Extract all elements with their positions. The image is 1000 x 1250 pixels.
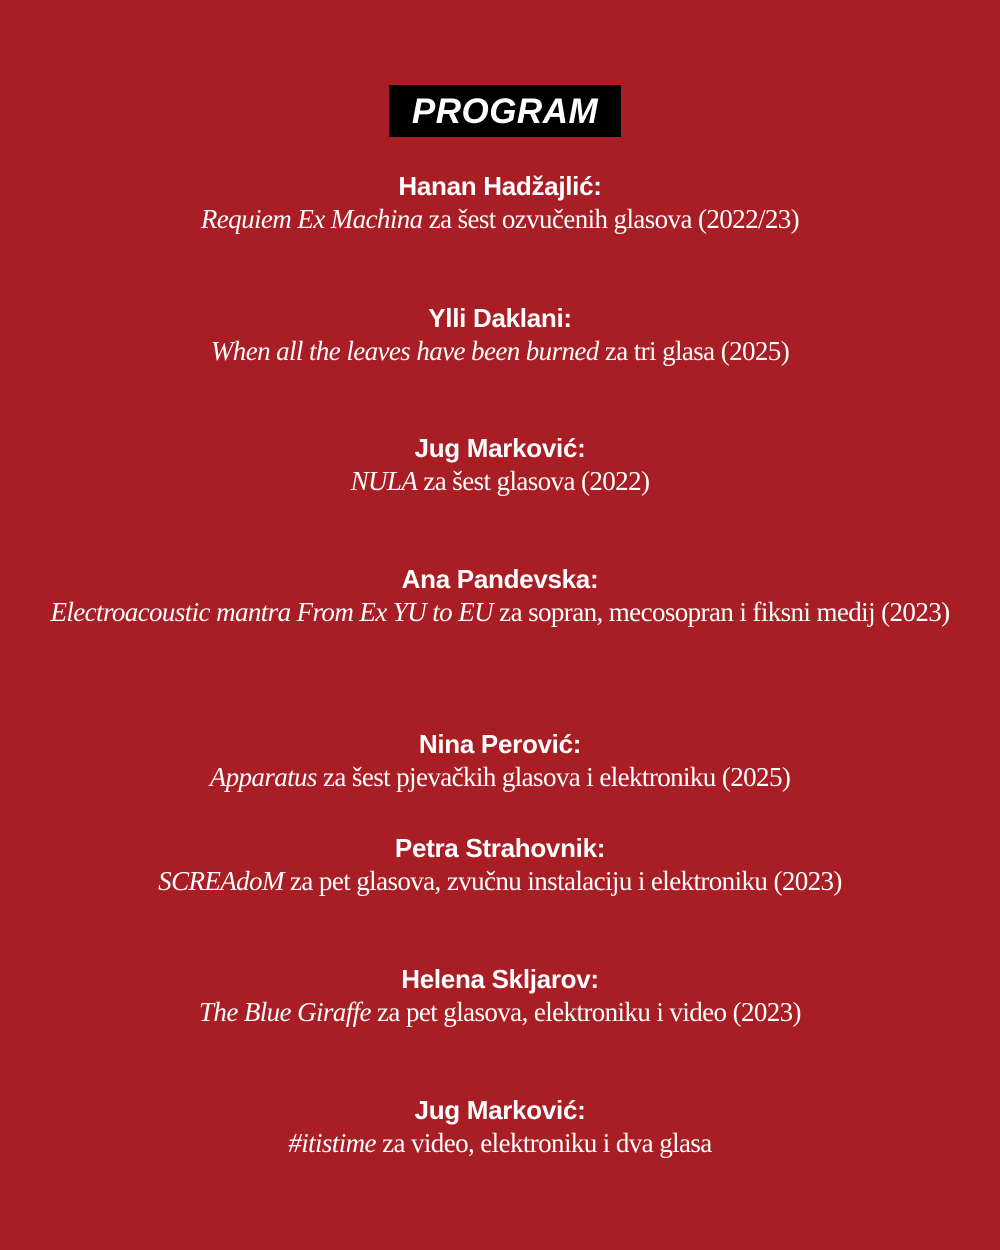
composer-name: Nina Perović: <box>418 729 582 759</box>
work-details: za šest ozvučenih glasova (2022/23) <box>422 204 800 234</box>
work-details: za pet glasova, elektroniku i video (2023) <box>370 997 801 1027</box>
program-title: PROGRAM <box>411 91 599 131</box>
program-entry <box>40 170 960 236</box>
composer-name: Hanan Hadžajlić: <box>398 171 602 201</box>
program-entry <box>40 832 960 898</box>
work-title: SCREAdoM <box>158 866 284 896</box>
work-title: The Blue Giraffe <box>199 997 371 1027</box>
composer-name: Jug Marković: <box>414 1095 586 1125</box>
work-title: Apparatus <box>209 762 317 792</box>
work-line <box>40 464 960 498</box>
work-line <box>40 595 960 629</box>
work-details: za sopran, mecosopran i fiksni medij (2023) <box>493 597 950 627</box>
work-title: NULA <box>350 466 418 496</box>
work-details: za pet glasova, zvučnu instalaciju i elektroniku (2023) <box>283 866 842 896</box>
composer-name: Helena Skljarov: <box>401 964 599 994</box>
work-line <box>40 995 960 1029</box>
composer-name: Ylli Daklani: <box>428 303 572 333</box>
work-line <box>40 760 960 794</box>
program-entry <box>40 728 960 794</box>
program-entry <box>40 563 960 629</box>
work-details: za šest glasova (2022) <box>417 466 650 496</box>
work-line <box>40 202 960 236</box>
composer-name: Ana Pandevska: <box>401 564 599 594</box>
work-line <box>40 334 960 368</box>
composer-name: Jug Marković: <box>414 433 586 463</box>
work-title: Electroacoustic mantra From Ex YU to EU <box>50 597 494 627</box>
program-entry <box>40 963 960 1029</box>
work-title: Requiem Ex Machina <box>200 204 423 234</box>
work-title: #itistime <box>288 1128 376 1158</box>
program-entry <box>40 302 960 368</box>
composer-name: Petra Strahovnik: <box>394 833 606 863</box>
work-details: za video, elektroniku i dva glasa <box>375 1128 712 1158</box>
work-line <box>40 1126 960 1160</box>
work-details: za tri glasa (2025) <box>598 336 790 366</box>
work-title: When all the leaves have been burned <box>210 336 599 366</box>
work-details: za šest pjevačkih glasova i elektroniku (2025) <box>316 762 791 792</box>
program-entry <box>40 1094 960 1160</box>
program-title-box <box>389 85 621 137</box>
program-entry <box>40 432 960 498</box>
work-line <box>40 864 960 898</box>
